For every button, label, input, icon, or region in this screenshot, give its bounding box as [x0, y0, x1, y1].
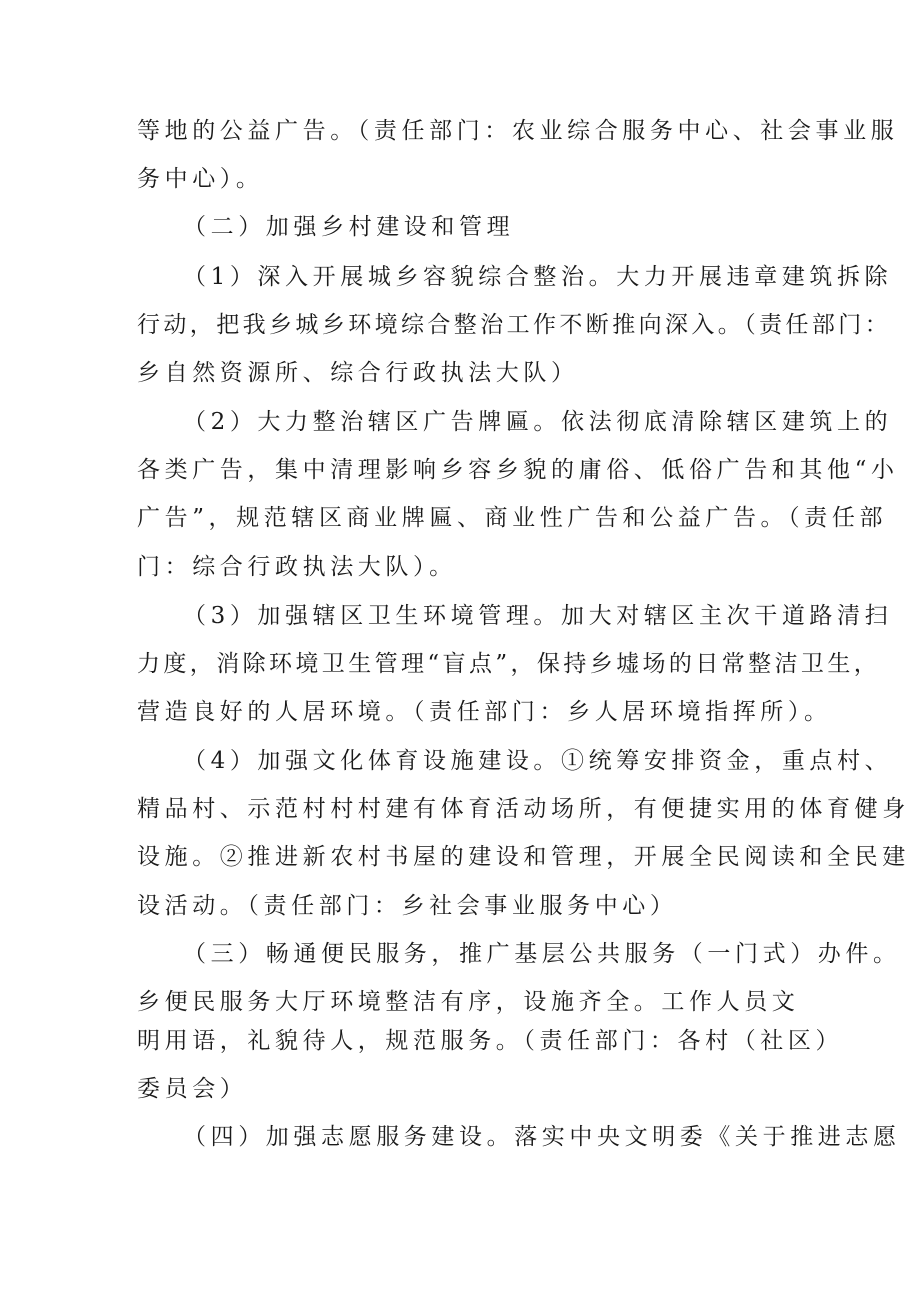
text-line: 委员会） [137, 1076, 248, 1102]
text-line: 行动，把我乡城乡环境综合整治工作不断推向深入。（责任部门： [137, 312, 892, 338]
text-line: 力度，消除环境卫生管理“盲点”，保持乡墟场的日常整洁卫生， [137, 651, 881, 677]
text-line: （2）大力整治辖区广告牌匾。依法彻底清除辖区建筑上的 [183, 409, 893, 435]
text-line: 乡自然资源所、综合行政执法大队） [137, 360, 579, 386]
section-heading: （三）畅通便民服务，推广基层公共服务（一门式）办件。 [183, 941, 901, 967]
text-line: （1）深入开展城乡容貌综合整治。大力开展违章建筑拆除 [183, 264, 893, 290]
section-heading: （二）加强乡村建设和管理 [183, 214, 515, 240]
text-line: 各类广告，集中清理影响乡容乡貌的庸俗、低俗广告和其他“小 [137, 457, 899, 483]
text-line: 门：综合行政执法大队）。 [137, 554, 457, 580]
text-line: （4）加强文化体育设施建设。①统筹安排资金，重点村、 [183, 748, 893, 774]
text-line: （3）加强辖区卫生环境管理。加大对辖区主次干道路清扫 [183, 603, 893, 629]
text-line: 营造良好的人居环境。（责任部门：乡人居环境指挥所）。 [137, 699, 832, 725]
text-line: 设活动。（责任部门：乡社会事业服务中心） [137, 893, 678, 919]
text-line: 等地的公益广告。（责任部门：农业综合服务中心、社会事业服 [137, 118, 899, 144]
text-line: 明用语，礼貌待人，规范服务。（责任部门：各村（社区） [137, 1028, 844, 1054]
text-line: 广告”，规范辖区商业牌匾、商业性广告和公益广告。（责任部 [137, 505, 888, 531]
text-line: 务中心）。 [137, 166, 264, 192]
text-line: 设施。②推进新农村书屋的建设和管理，开展全民阅读和全民建 [137, 844, 910, 870]
text-line: 精品村、示范村村村建有体育活动场所，有便捷实用的体育健身 [137, 796, 910, 822]
section-heading: （四）加强志愿服务建设。落实中央文明委《关于推进志愿 [183, 1124, 901, 1150]
text-line: 乡便民服务大厅环境整洁有序，设施齐全。工作人员文 [137, 989, 800, 1015]
